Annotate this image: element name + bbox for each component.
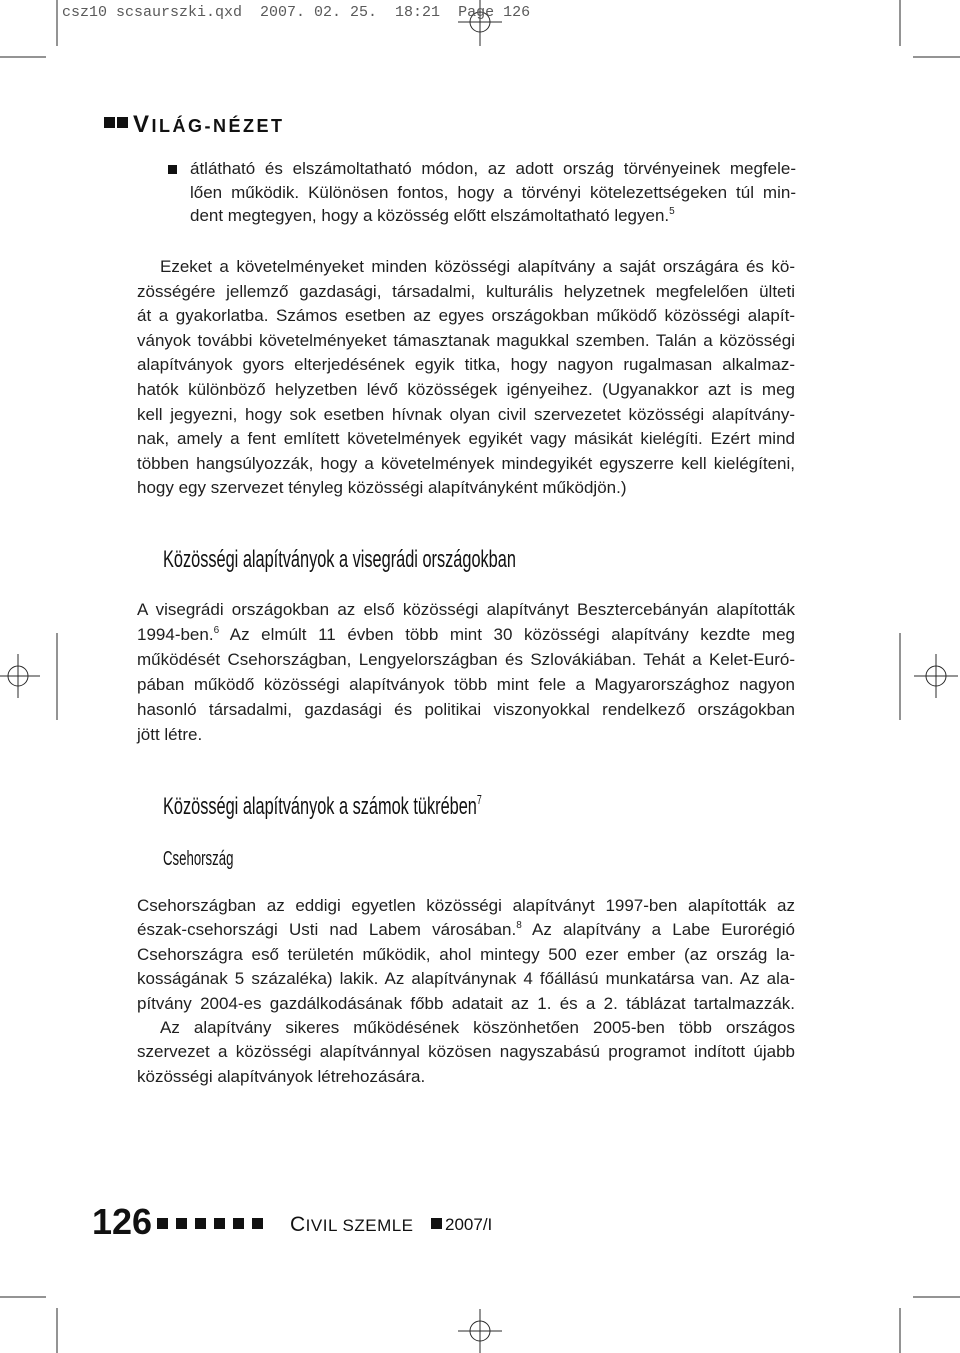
text-line [190, 204, 796, 228]
footer-square-icon [176, 1218, 187, 1229]
paragraph [137, 255, 795, 501]
text-line: Az alapítvány sikeres működésének köszönhetően 2005-ben több országos [160, 1018, 795, 1037]
text-line: közösségi alapítványok létrehozására. [137, 1066, 426, 1086]
bullet-square-icon [168, 165, 177, 174]
text-line: lően működik. Különösen fontos, hogy a törvényi kötelezettségeken túl min- [190, 182, 796, 202]
text-segment: észak-csehországi Usti nad Labem városában. [137, 920, 517, 940]
footer-square-icon [431, 1218, 442, 1229]
text-line: pítvány 2004-es gazdálkodásának főbb adatait az 1. és a 2. táblázat tartalmazzák. [137, 993, 795, 1013]
page-number: 126 [92, 1201, 153, 1242]
registration-mark-right [900, 633, 958, 720]
header-square-icon [104, 117, 115, 128]
paragraph [137, 1016, 795, 1089]
text-line: A visegrádi országokban az első közösségi alapítványt Besztercebányán alapították [137, 600, 795, 619]
footnote-ref: 8 [516, 920, 522, 932]
footnote-ref: 6 [213, 625, 220, 636]
text-line: ványok további követelményeket támasztanak magukkal szemben. Talán a közösségi [137, 330, 795, 350]
footer-square-icon [195, 1218, 206, 1229]
text-line: pában működő közösségi alapítványok több mint fele a Magyarországhoz nagyon [137, 675, 795, 694]
section-heading [163, 793, 482, 821]
text-line: Csehországra eső területén működik, ahol mintegy 500 ezer ember (az ország la- [137, 944, 795, 964]
text-segment: 1994-ben. [137, 625, 214, 644]
print-slug-line: csz10 scsaurszki.qxd 2007. 02. 25. 18:21 Page 126 [62, 4, 531, 21]
text-line: zösségére jellemző gazdasági, társadalmi, kulturális helyzetnek megfelelően ülteti [137, 281, 795, 301]
text-line: alapítványok gyors elterjedésének egyik titka, hogy nagyon rugalmasan alkalmaz- [137, 355, 795, 375]
text-line: Csehországban az eddigi egyetlen közösségi alapítványt 1997-ben alapították az [137, 896, 795, 915]
text-line: nak, amely a fent említett követelmények egyikét vagy másikát kielégíti. Ezért mind [137, 429, 795, 449]
journal-title: CIVIL SZEMLE [290, 1213, 414, 1236]
crop-mark-bottom-right [900, 1297, 960, 1353]
bullet-item [190, 157, 796, 228]
registration-mark-left [0, 633, 57, 720]
text-line: jött létre. [137, 725, 203, 744]
paragraph [137, 597, 795, 747]
text-line: át a gyakorlatba. Számos esetben az egyes országokban működő közösségi alapít- [137, 306, 795, 326]
header-square-icon [117, 117, 128, 128]
text-line: működését Csehországban, Lengyelországban és Szlovákiában. Tehát a Kelet-Euró- [137, 650, 795, 669]
text-segment: Az alapítvány a Labe Eurorégió [521, 920, 796, 940]
footer-square-icon [233, 1218, 244, 1229]
text-line: kosságának 5 százaléka) lakik. Az alapítványnak 4 főállású munkatársa van. Az ala- [137, 969, 795, 989]
text-line [137, 622, 795, 647]
text-line: hasonló társadalmi, gazdasági és politikai viszonyokkal rendelkező országokban [137, 700, 795, 719]
footnote-ref: 7 [476, 792, 482, 807]
text-line: Ezeket a követelményeket minden közösségi alapítvány a saját országára és kö- [160, 257, 795, 276]
paragraph [137, 894, 795, 1016]
crop-mark-bottom-left [0, 1297, 57, 1353]
crop-mark-top-right [900, 0, 960, 57]
text-segment: Az elmúlt 11 évben több mint 30 közösségi alapítvány kezdte meg [219, 625, 795, 644]
text-line: kell jegyezni, hogy sok esetben hívnak olyan civil szervezetet közösségi alapítvány- [137, 404, 795, 424]
text-segment: dent megtegyen, hogy a közösség előtt elszámoltatható legyen. [190, 206, 670, 225]
text-line [137, 918, 795, 942]
footer-square-icon [214, 1218, 225, 1229]
footer-square-icon [252, 1218, 263, 1229]
section-heading: Közösségi alapítványok a visegrádi országokban [163, 546, 516, 573]
text-line: szervezet a közösségi alapítvánnyal közösen nagyszabású programot indított újabb [137, 1042, 795, 1062]
text-line: többen hangsúlyozzák, hogy a követelmények mindegyikét egyszerre kell kielégíteni, [137, 453, 795, 473]
text-line: átlátható és elszámoltatható módon, az adott ország törvényeinek megfele- [190, 159, 796, 178]
issue-number: 2007/I [445, 1215, 493, 1234]
text-line: hatók különböző helyzetben lévő közösségek igényeihez. (Ugyanakkor azt is meg [137, 379, 795, 399]
registration-mark-bottom [458, 1309, 502, 1353]
heading-text: Közösségi alapítványok a számok tükrében [163, 793, 477, 820]
footer-square-icon [157, 1218, 168, 1229]
subheading: Csehország [163, 848, 234, 870]
crop-mark-top-left [0, 0, 57, 57]
text-line: hogy egy szervezet tényleg közösségi alapítványként működjön.) [137, 478, 627, 498]
footnote-ref: 5 [669, 206, 675, 217]
section-header: VILÁG-NÉZET [133, 111, 285, 138]
